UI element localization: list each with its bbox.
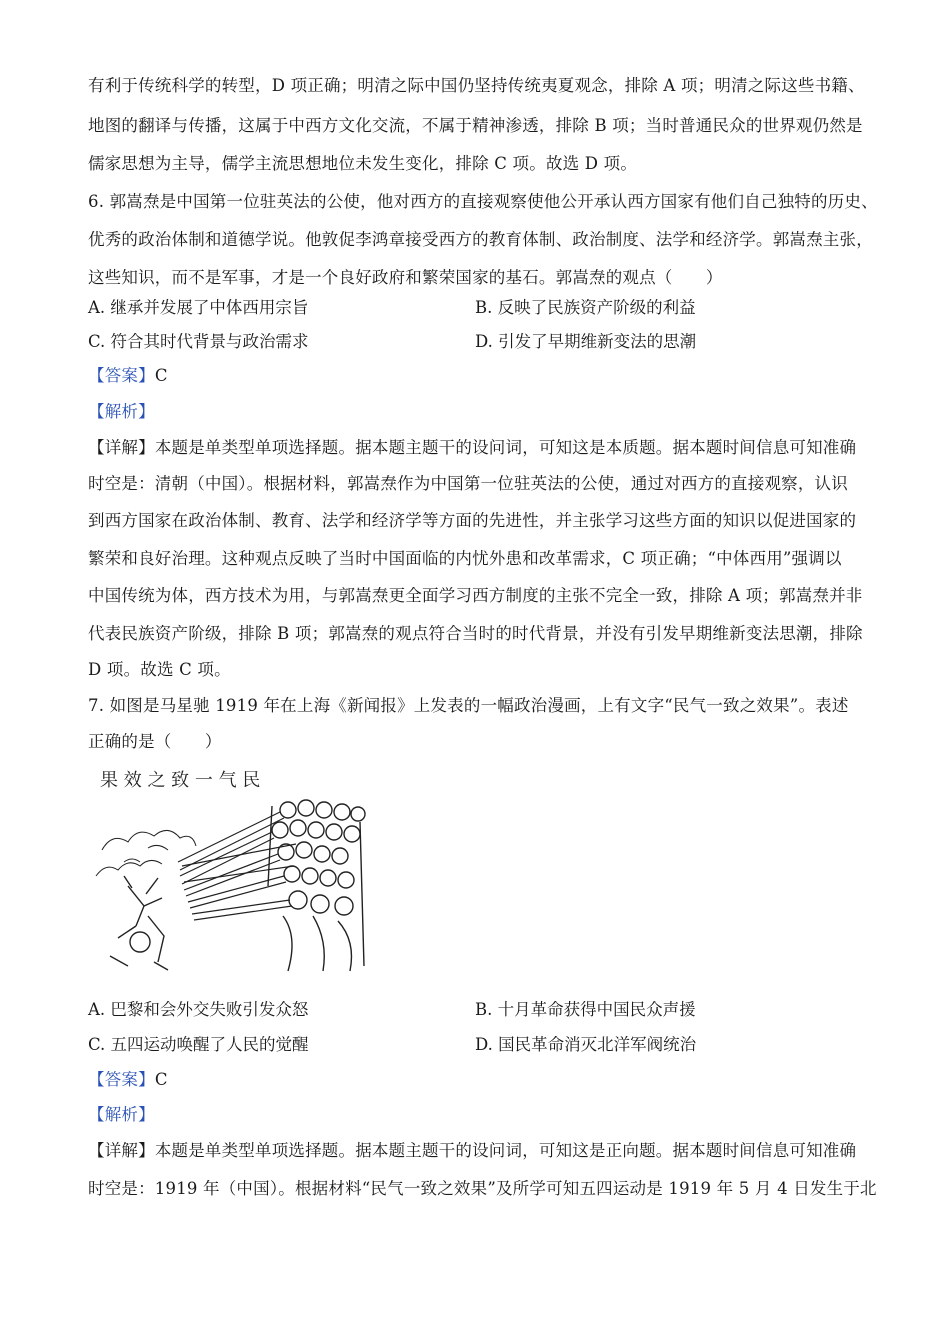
q7-detail: 时空是：1919 年（中国）。根据材料“民气一致之效果”及所学可知五四运动是 1919 年 5 月 4 日发生于北 [88, 1179, 877, 1198]
q7-option-c: C. 五四运动唤醒了人民的觉醒 [88, 1035, 309, 1054]
q6-answer [88, 366, 168, 386]
answer-value: C [154, 1070, 168, 1089]
q6-detail: 中国传统为体，西方技术为用，与郭嵩焘更全面学习西方制度的主张不完全一致，排除 A 项；郭嵩焘并非 [88, 586, 863, 605]
political-cartoon-image [88, 766, 368, 978]
cartoon-caption: 果 效 之 致 一 气 民 [100, 770, 261, 791]
q7-option-d: D. 国民革命消灭北洋军阀统治 [475, 1035, 697, 1054]
text-line: 有利于传统科学的转型，D 项正确；明清之际中国仍坚持传统夷夏观念，排除 A 项；明清之际这些书籍、 [88, 76, 865, 95]
question-7-stem: 正确的是（ ） [88, 732, 222, 751]
q6-detail [88, 438, 856, 458]
voice-streams [178, 812, 296, 920]
question-6-stem: 6. 郭嵩焘是中国第一位驻英法的公使，他对西方的直接观察使他公开承认西方国家有他们自己独特的历史、 [88, 192, 878, 211]
answer-label: 【答案】 [88, 366, 155, 385]
q6-option-c: C. 符合其时代背景与政治需求 [88, 332, 309, 351]
q6-option-d: D. 引发了早期维新变法的思潮 [475, 332, 697, 351]
question-6-stem: 优秀的政治体制和道德学说。他敦促李鸿章接受西方的教育体制、政治制度、法学和经济学。郭嵩焘主张， [88, 230, 873, 249]
q7-analysis-label [88, 1105, 155, 1125]
q7-answer [88, 1070, 168, 1090]
question-7-stem: 7. 如图是马星驰 1919 年在上海《新闻报》上发表的一幅政治漫画，上有文字“民气一致之效果”。表述 [88, 696, 849, 715]
question-6-stem: 这些知识，而不是军事，才是一个良好政府和繁荣国家的基石。郭嵩焘的观点（ ） [88, 268, 723, 287]
text-line: 儒家思想为主导，儒学主流思想地位未发生变化，排除 C 项。故选 D 项。 [88, 154, 638, 173]
q6-detail: 到西方国家在政治体制、教育、法学和经济学等方面的先进性，并主张学习这些方面的知识以促进国家的 [88, 511, 857, 530]
q6-detail: 时空是：清朝（中国）。根据材料，郭嵩焘作为中国第一位驻英法的公使，通过对西方的直接观察，认识 [88, 474, 848, 493]
detail-text: 本题是单类型单项选择题。据本题主题干的设问词，可知这是本质题。据本题时间信息可知准确 [154, 438, 857, 457]
q6-option-a: A. 继承并发展了中体西用宗旨 [88, 298, 309, 317]
q7-option-a: A. 巴黎和会外交失败引发众怒 [88, 1000, 309, 1019]
detail-text: 本题是单类型单项选择题。据本题主题干的设问词，可知这是正向题。据本题时间信息可知准确 [154, 1141, 857, 1160]
q6-detail: 代表民族资产阶级，排除 B 项；郭嵩焘的观点符合当时的时代背景，并没有引发早期维新变法思潮，排除 [88, 624, 863, 643]
q7-detail [88, 1141, 856, 1161]
crowd [268, 800, 365, 971]
analysis-label: 【解析】 [88, 402, 155, 421]
q6-analysis-label [88, 402, 155, 422]
q6-detail: D 项。故选 C 项。 [88, 660, 231, 679]
analysis-label: 【解析】 [88, 1105, 155, 1124]
falling-figure [110, 876, 168, 970]
q7-option-b: B. 十月革命获得中国民众声援 [475, 1000, 696, 1019]
detail-label: 【详解】 [88, 438, 155, 457]
q6-detail: 繁荣和良好治理。这种观点反映了当时中国面临的内忧外患和改革需求，C 项正确；“中体西用”强调以 [88, 549, 842, 568]
text-line: 地图的翻译与传播，这属于中西方文化交流，不属于精神渗透，排除 B 项；当时普通民众的世界观仍然是 [88, 116, 863, 135]
answer-value: C [154, 366, 168, 385]
detail-label: 【详解】 [88, 1141, 155, 1160]
q6-option-b: B. 反映了民族资产阶级的利益 [475, 298, 696, 317]
answer-label: 【答案】 [88, 1070, 155, 1089]
